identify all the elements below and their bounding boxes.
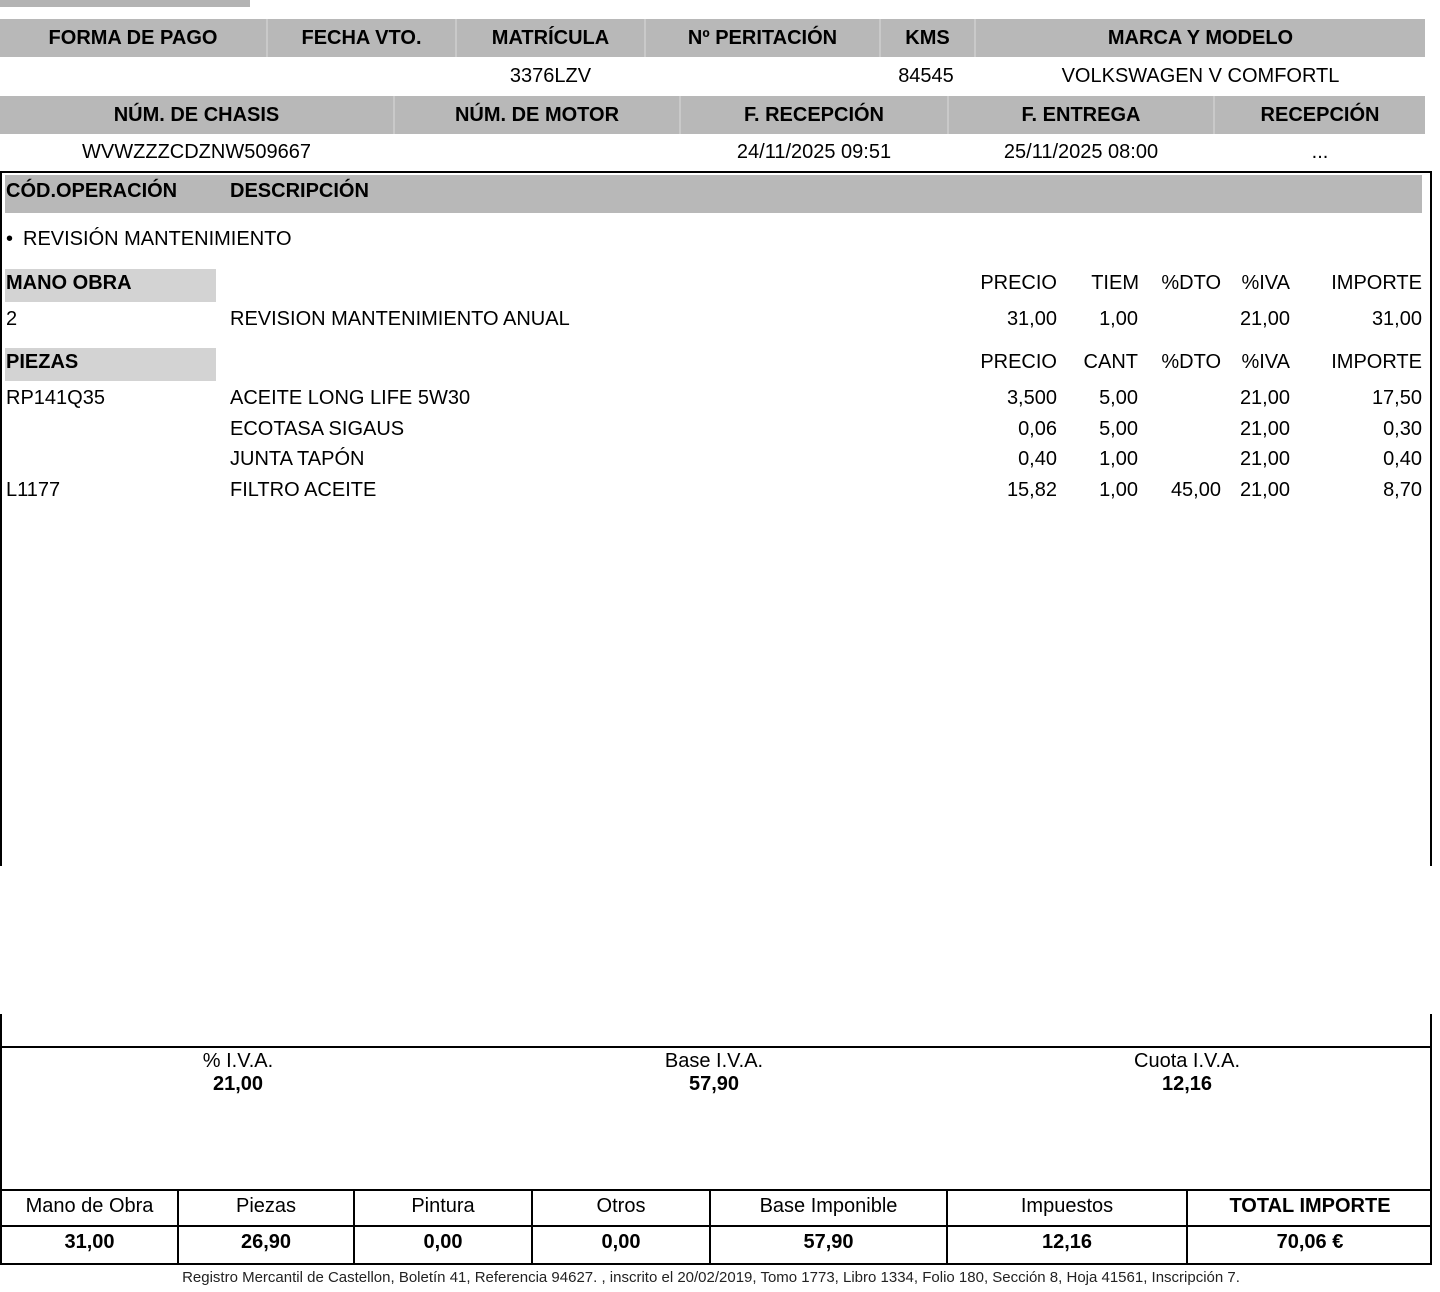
value-f-recepcion: 24/11/2025 09:51 xyxy=(736,141,892,163)
value-marca-modelo: VOLKSWAGEN V COMFORTL xyxy=(1061,65,1340,87)
label-chasis: NÚM. DE CHASIS xyxy=(113,104,280,126)
col-precio: PRECIO xyxy=(980,351,1057,373)
total-label: Piezas xyxy=(235,1195,297,1217)
row-iva: 21,00 xyxy=(1239,418,1290,440)
value-fecha-vto xyxy=(268,57,455,95)
col-iva: %IVA xyxy=(1241,351,1290,373)
row-desc: FILTRO ACEITE xyxy=(230,479,377,501)
registry-footer: Registro Mercantil de Castellon, Boletín 41, Referencia 94627. , inscrito el 20/02/2019, Tomo 1773, Libro 1334, Folio 180, Sección 8, Hoja 41561, Inscripción 7. xyxy=(182,1269,1240,1286)
row-desc: ACEITE LONG LIFE 5W30 xyxy=(230,387,471,409)
group-bullet: • xyxy=(6,228,14,250)
row-cant: 5,00 xyxy=(1099,387,1138,409)
total-value: 31,00 xyxy=(64,1231,115,1253)
row-importe: 8,70 xyxy=(1383,479,1422,501)
total-value: 70,06 € xyxy=(1276,1231,1344,1253)
label-marca-modelo: MARCA Y MODELO xyxy=(1107,27,1294,49)
row-cant: 1,00 xyxy=(1099,479,1138,501)
col-cant: CANT xyxy=(1083,351,1138,373)
row-importe: 0,40 xyxy=(1383,448,1422,470)
row-code: L1177 xyxy=(6,479,61,501)
total-value: 57,90 xyxy=(803,1231,854,1253)
row-cant: 5,00 xyxy=(1099,418,1138,440)
tax-base-value: 57,90 xyxy=(688,1073,740,1095)
row-desc: REVISION MANTENIMIENTO ANUAL xyxy=(230,308,570,330)
tax-base-label: Base I.V.A. xyxy=(664,1050,764,1072)
row-code: 2 xyxy=(6,308,18,330)
tax-cuota-value: 12,16 xyxy=(1161,1073,1213,1095)
col-importe: IMPORTE xyxy=(1331,272,1422,294)
row-iva: 21,00 xyxy=(1239,387,1290,409)
row-importe: 31,00 xyxy=(1371,308,1422,330)
operations-header xyxy=(5,175,1422,213)
row-importe: 17,50 xyxy=(1371,387,1422,409)
total-importe xyxy=(1188,1191,1432,1263)
total-value: 0,00 xyxy=(423,1231,463,1253)
col-dto: %DTO xyxy=(1161,272,1221,294)
total-value: 0,00 xyxy=(601,1231,641,1253)
row-iva: 21,00 xyxy=(1239,448,1290,470)
row-precio: 15,82 xyxy=(1006,479,1057,501)
total-label: TOTAL IMPORTE xyxy=(1229,1195,1391,1217)
label-matricula: MATRÍCULA xyxy=(491,27,610,49)
label-motor: NÚM. DE MOTOR xyxy=(454,104,620,126)
value-kms: 84545 xyxy=(898,65,954,87)
row-cant: 1,00 xyxy=(1099,448,1138,470)
row-precio: 3,500 xyxy=(1006,387,1057,409)
row-desc: JUNTA TAPÓN xyxy=(230,448,365,470)
operations-box xyxy=(0,171,1432,1265)
total-pintura xyxy=(355,1191,533,1263)
row-code: RP141Q35 xyxy=(6,387,105,409)
value-recepcion: ... xyxy=(1311,141,1329,163)
value-forma-pago xyxy=(0,57,266,95)
row-precio: 31,00 xyxy=(1006,308,1057,330)
row-iva: 21,00 xyxy=(1239,479,1290,501)
total-base-imponible xyxy=(711,1191,948,1263)
total-label: Base Imponible xyxy=(759,1195,898,1217)
page-gap xyxy=(0,866,1440,1014)
value-peritacion xyxy=(646,57,879,95)
value-matricula: 3376LZV xyxy=(509,65,592,87)
label-f-recepcion: F. RECEPCIÓN xyxy=(743,104,885,126)
total-otros xyxy=(533,1191,711,1263)
col-descripcion: DESCRIPCIÓN xyxy=(230,180,369,202)
row-precio: 0,06 xyxy=(1018,418,1057,440)
totals-table xyxy=(2,1191,1432,1265)
value-motor xyxy=(395,133,679,171)
label-peritacion: Nº PERITACIÓN xyxy=(687,27,838,49)
total-label: Otros xyxy=(596,1195,646,1217)
row-dto: 45,00 xyxy=(1170,479,1221,501)
tax-pct-label: % I.V.A. xyxy=(202,1050,274,1072)
chassis-header-row xyxy=(0,96,1425,134)
col-dto: %DTO xyxy=(1161,351,1221,373)
label-recepcion: RECEPCIÓN xyxy=(1260,104,1380,126)
total-mano-obra xyxy=(2,1191,179,1263)
tax-divider xyxy=(2,1046,1432,1048)
row-desc: ECOTASA SIGAUS xyxy=(230,418,405,440)
col-iva: %IVA xyxy=(1241,272,1290,294)
row-iva: 21,00 xyxy=(1239,308,1290,330)
value-chasis: WVWZZZCDZNW509667 xyxy=(82,141,311,163)
vehicle-header-row xyxy=(0,19,1425,57)
label-fecha-vto: FECHA VTO. xyxy=(301,27,422,49)
vehicle-values-row xyxy=(0,57,1425,95)
top-decor-bar xyxy=(0,0,250,7)
label-forma-pago: FORMA DE PAGO xyxy=(48,27,218,49)
col-precio: PRECIO xyxy=(980,272,1057,294)
tax-cuota-label: Cuota I.V.A. xyxy=(1134,1050,1240,1072)
total-impuestos xyxy=(948,1191,1188,1263)
total-value: 12,16 xyxy=(1041,1231,1093,1253)
total-label: Pintura xyxy=(411,1195,475,1217)
col-importe: IMPORTE xyxy=(1331,351,1422,373)
col-tiem: TIEM xyxy=(1091,272,1139,294)
chassis-values-row xyxy=(0,133,1425,171)
section-piezas: PIEZAS xyxy=(5,348,216,381)
group-title: REVISIÓN MANTENIMIENTO xyxy=(23,228,292,250)
total-label: Impuestos xyxy=(1020,1195,1114,1217)
row-importe: 0,30 xyxy=(1383,418,1422,440)
total-label: Mano de Obra xyxy=(25,1195,154,1217)
row-precio: 0,40 xyxy=(1018,448,1057,470)
label-kms: KMS xyxy=(905,27,950,49)
label-f-entrega: F. ENTREGA xyxy=(1021,104,1141,126)
total-value: 26,90 xyxy=(240,1231,292,1253)
col-codigo-operacion: CÓD.OPERACIÓN xyxy=(6,180,178,202)
section-mano-obra: MANO OBRA xyxy=(5,269,216,302)
total-piezas xyxy=(179,1191,355,1263)
row-cant: 1,00 xyxy=(1099,308,1138,330)
value-f-entrega: 25/11/2025 08:00 xyxy=(1003,141,1159,163)
tax-pct-value: 21,00 xyxy=(212,1073,264,1095)
